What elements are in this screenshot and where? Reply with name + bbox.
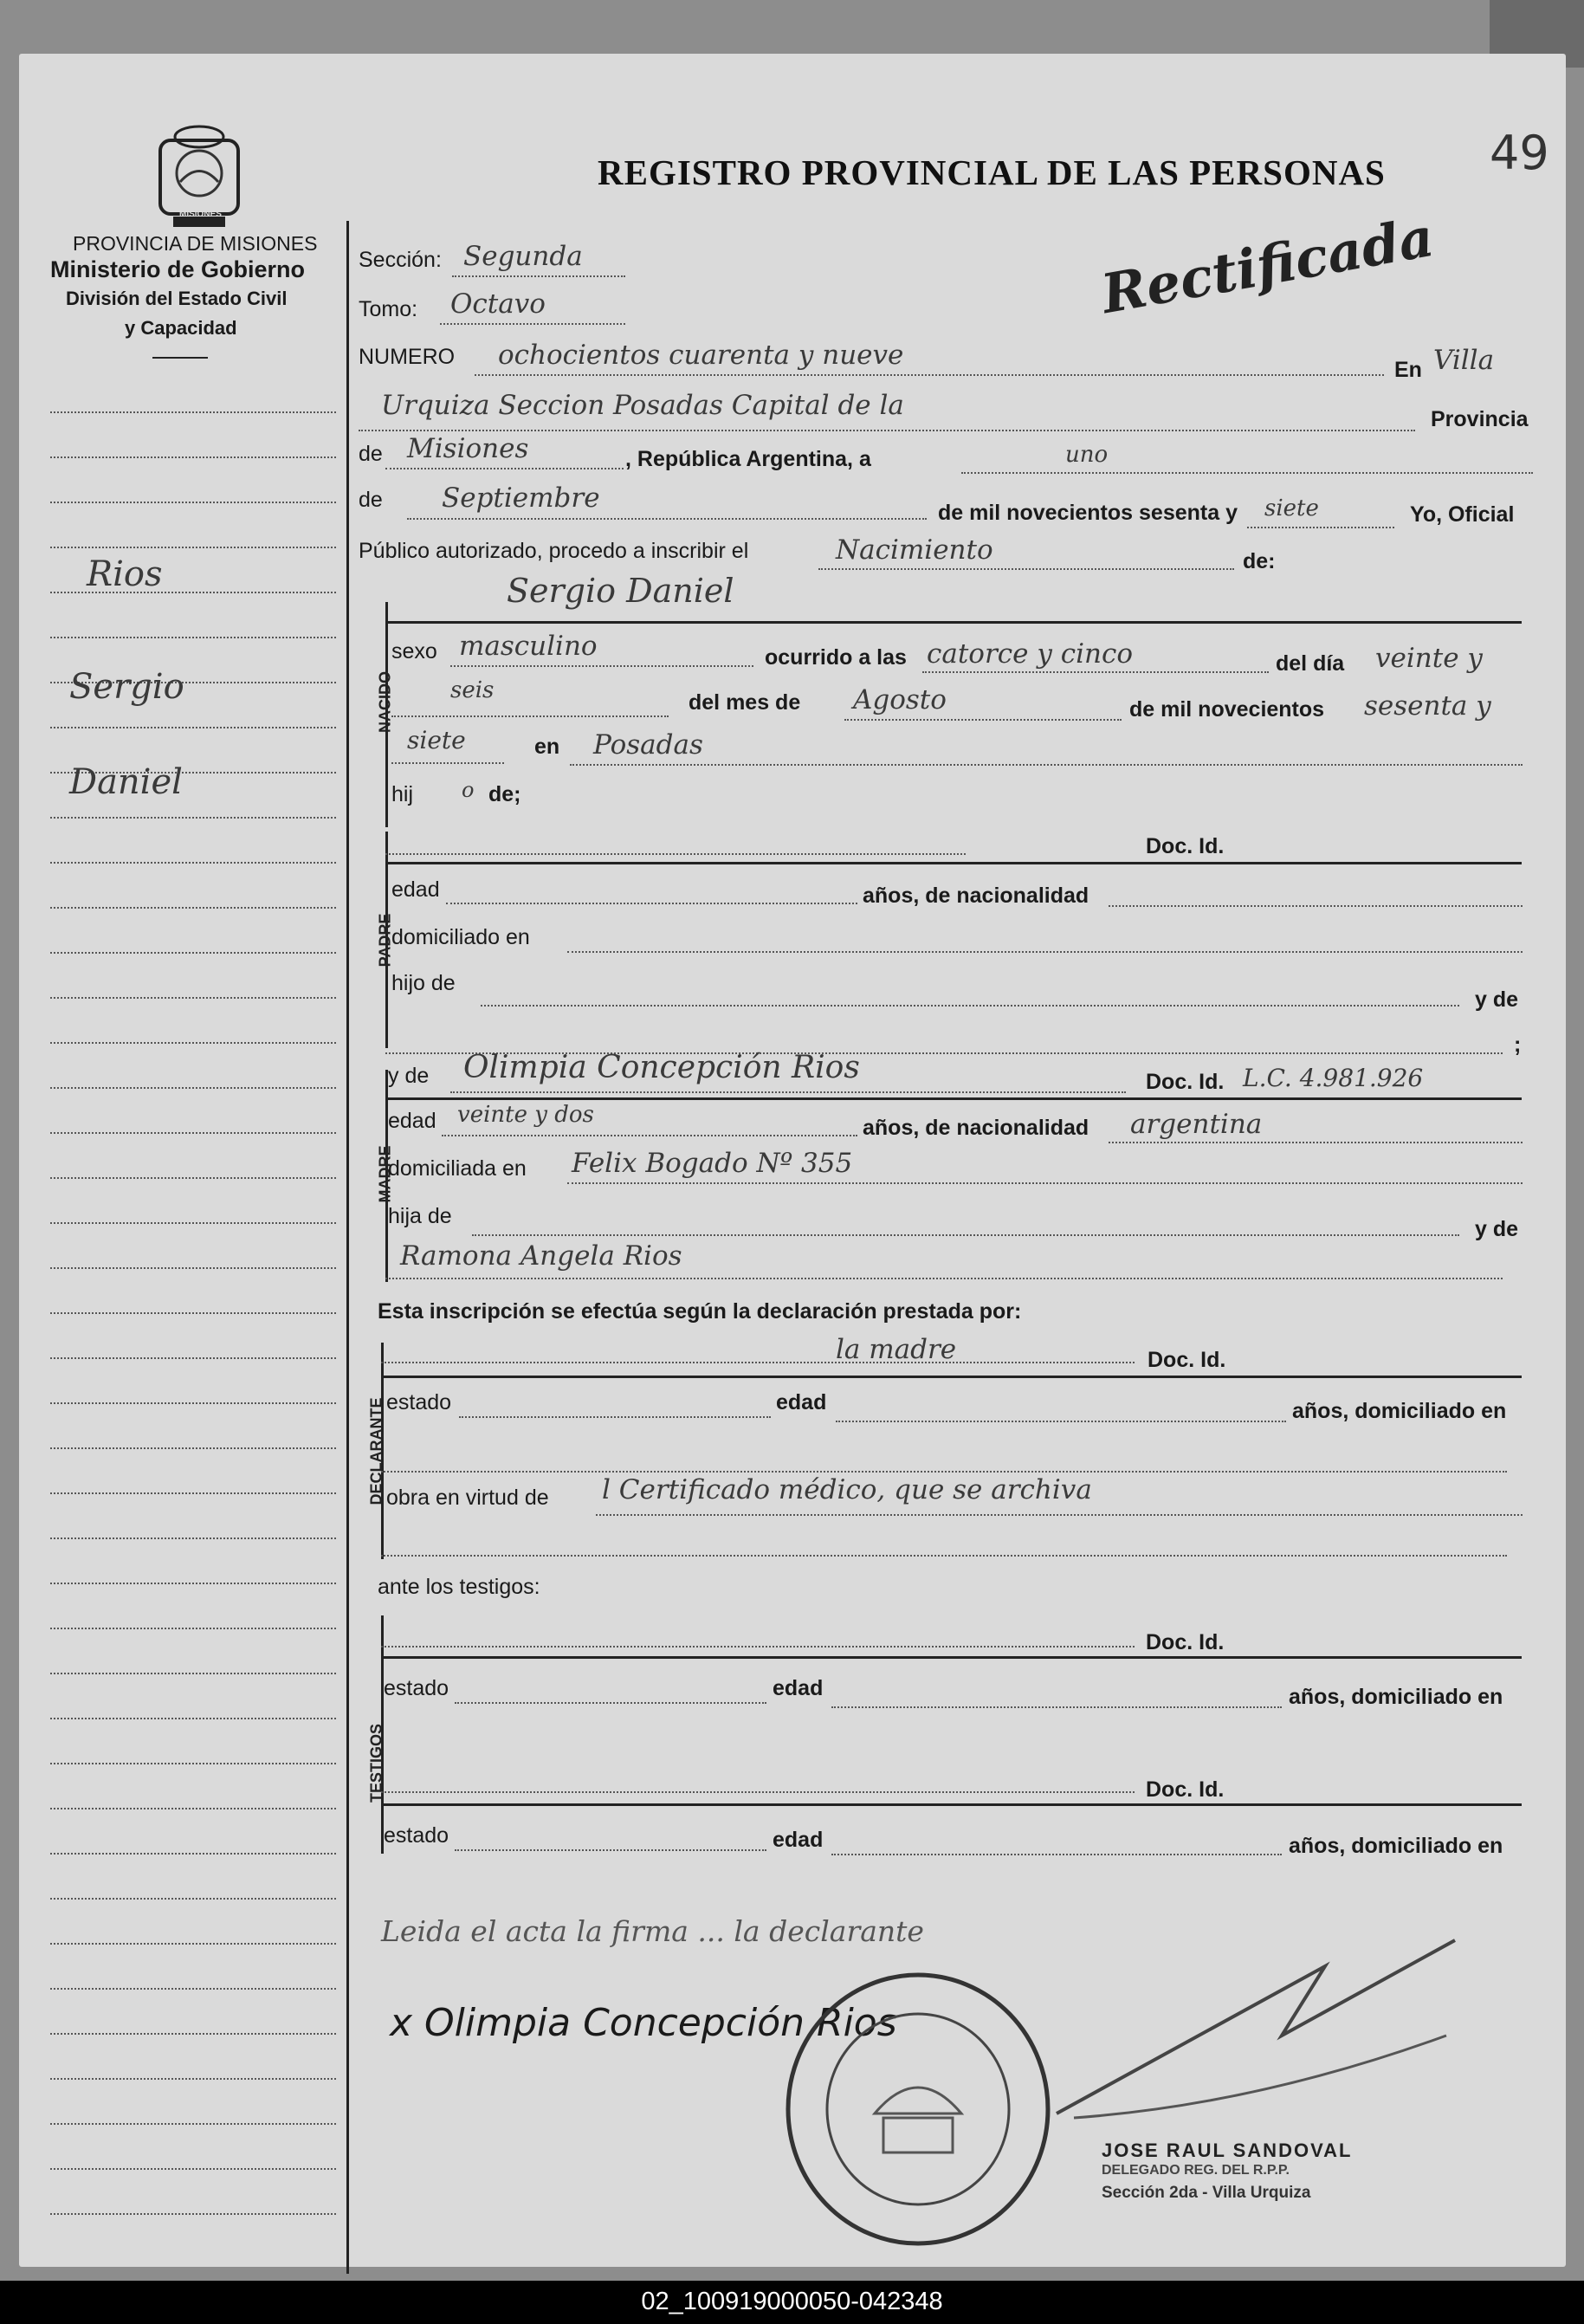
madre-nacionalidad-value: argentina: [1130, 1109, 1263, 1140]
ante-testigos-label: ante los testigos:: [378, 1575, 540, 1599]
obra-virtud-label: obra en virtud de: [386, 1486, 549, 1510]
dia-nac-2: seis: [450, 677, 495, 703]
margin-separator: [346, 221, 349, 2274]
closing-note: Leida el acta la firma ... la declarante: [381, 1914, 924, 1948]
tomo-label: Tomo:: [359, 297, 418, 321]
numero-label: NUMERO: [359, 345, 456, 369]
declarante-doc-label: Doc. Id.: [1148, 1348, 1226, 1372]
margin-name-3: Daniel: [69, 762, 183, 802]
lugar-nac-value: Posadas: [593, 729, 703, 761]
sexo-label: sexo: [391, 639, 437, 664]
publico-label: Público autorizado, procedo a inscribir el: [359, 539, 749, 563]
madre-doc-value: L.C. 4.981.926: [1243, 1064, 1424, 1092]
header-rule: [152, 357, 208, 359]
padre-semicolon: ;: [1514, 1033, 1522, 1057]
obra-virtud-value: l Certificado médico, que se archiva: [602, 1474, 1092, 1505]
republica-label: , República Argentina, a: [625, 447, 871, 471]
madre-y-de-2-label: y de: [1475, 1217, 1519, 1241]
mother-signature: x Olimpia Concepción Rios: [390, 2001, 897, 2045]
de-colon-label: de:: [1243, 549, 1276, 573]
padre-y-de-label: y de: [1475, 987, 1519, 1012]
madre-domicilio-value: Felix Bogado Nº 355: [572, 1148, 853, 1179]
testigo1-doc-label: Doc. Id.: [1146, 1630, 1225, 1654]
esta-inscripcion-label: Esta inscripción se efectúa según la declaración prestada por:: [378, 1299, 1022, 1324]
de2-label: de: [359, 488, 383, 512]
madre-edad-label: edad: [388, 1109, 436, 1133]
nombre-line: [385, 621, 1522, 624]
margin-name-2: Sergio: [69, 667, 184, 707]
del-mes-label: del mes de: [689, 690, 801, 715]
division-line1: División del Estado Civil: [66, 288, 288, 309]
hij-suffix: o: [462, 778, 475, 802]
document-id-bar: [0, 2281, 1584, 2324]
division-line2: y Capacidad: [125, 317, 237, 339]
lugar-line: Urquiza Seccion Posadas Capital de la: [381, 390, 904, 421]
dia-nac-1: veinte y: [1375, 643, 1483, 674]
madre-section-label: MADRE: [376, 1145, 394, 1203]
madre-edad-value: veinte y dos: [457, 1102, 594, 1128]
ocurrido-label: ocurrido a las: [765, 645, 907, 670]
testigo2-edad-label: edad: [773, 1828, 824, 1852]
nombre-value: Sergio Daniel: [507, 572, 734, 610]
provincia-value: Misiones: [407, 433, 529, 464]
numero-value: ochocientos cuarenta y nueve: [498, 340, 904, 371]
declarante-anos-label: años, domiciliado en: [1292, 1399, 1507, 1423]
testigo1-estado-label: estado: [384, 1676, 449, 1700]
de-semicolon-label: de;: [488, 782, 521, 806]
de-mil-novecientos-label: de mil novecientos: [1129, 697, 1325, 722]
madre-y-de-label: y de: [388, 1064, 430, 1088]
testigo2-doc-label: Doc. Id.: [1146, 1777, 1225, 1802]
padre-anos-label: años, de nacionalidad: [863, 884, 1089, 908]
anio-value: siete: [1264, 495, 1319, 521]
padre-edad-label: edad: [391, 877, 440, 902]
seccion-value: Segunda: [463, 241, 583, 272]
padre-hijo-label: hijo de: [391, 971, 456, 995]
emblem-text: MISIONES: [179, 210, 222, 219]
del-dia-label: del día: [1276, 651, 1345, 676]
ministry-name: Ministerio de Gobierno: [50, 256, 306, 282]
nacido-section-label: NACIDO: [376, 671, 394, 733]
margin-name-1: Rios: [87, 554, 163, 594]
official-stamp: [779, 1966, 1057, 2252]
mes-nac-value: Agosto: [853, 684, 947, 715]
hij-label: hij: [391, 782, 414, 806]
testigo1-anos-label: años, domiciliado en: [1289, 1685, 1503, 1709]
sexo-value: masculino: [459, 631, 598, 662]
madre-anos-label: años, de nacionalidad: [863, 1116, 1089, 1140]
seccion-label: Sección:: [359, 248, 442, 272]
mil-novecientos-label: de mil novecientos sesenta y: [938, 501, 1238, 525]
document-id: 02_100919000050-042348: [641, 2288, 943, 2315]
testigo2-estado-label: estado: [384, 1823, 449, 1848]
hora-value: catorce y cinco: [927, 638, 1133, 670]
rectificada-annotation: Rectificada: [1096, 204, 1439, 327]
dia-value: uno: [1065, 442, 1109, 468]
madre-hija-label: hija de: [388, 1204, 452, 1228]
padre-domiciliado-label: domiciliado en: [391, 925, 530, 949]
testigo1-edad-label: edad: [773, 1676, 824, 1700]
page-number: 49: [1490, 126, 1549, 180]
testigos-section-label: TESTIGOS: [367, 1724, 385, 1803]
madre-domiciliada-label: domiciliada en: [388, 1156, 527, 1181]
declarante-value: la madre: [836, 1334, 957, 1365]
acto-value: Nacimiento: [836, 534, 993, 566]
declarante-section-label: DECLARANTE: [367, 1397, 385, 1505]
mes-value: Septiembre: [442, 482, 600, 514]
madre-madre-value: Ramona Angela Rios: [400, 1240, 682, 1272]
padre-section-label: PADRE: [376, 913, 394, 968]
provincia-label: Provincia: [1431, 407, 1529, 431]
officer-signature-mark: [1039, 1906, 1472, 2131]
declarante-edad-label: edad: [776, 1390, 827, 1414]
en-label: En: [1394, 358, 1422, 382]
madre-doc-label: Doc. Id.: [1146, 1070, 1225, 1094]
tomo-value: Octavo: [450, 288, 546, 320]
declarante-estado-label: estado: [386, 1390, 452, 1414]
de-label: de: [359, 442, 383, 466]
officer-title: DELEGADO REG. DEL R.P.P.: [1102, 2163, 1290, 2178]
en-lugar-label: en: [534, 735, 560, 759]
en-value: Villa: [1433, 345, 1495, 376]
madre-nombre-value: Olimpia Concepción Rios: [463, 1050, 860, 1085]
padre-doc-label: Doc. Id.: [1146, 834, 1225, 858]
anio-nac-1: sesenta y: [1364, 690, 1491, 722]
testigo2-anos-label: años, domiciliado en: [1289, 1834, 1503, 1858]
page-title: REGISTRO PROVINCIAL DE LAS PERSONAS: [598, 152, 1386, 192]
yo-oficial-label: Yo, Oficial: [1410, 502, 1515, 527]
officer-name: JOSE RAUL SANDOVAL: [1102, 2140, 1353, 2161]
anio-nac-2: siete: [407, 726, 466, 754]
officer-place: Sección 2da - Villa Urquiza: [1102, 2184, 1311, 2202]
province-name: PROVINCIA DE MISIONES: [73, 232, 318, 255]
